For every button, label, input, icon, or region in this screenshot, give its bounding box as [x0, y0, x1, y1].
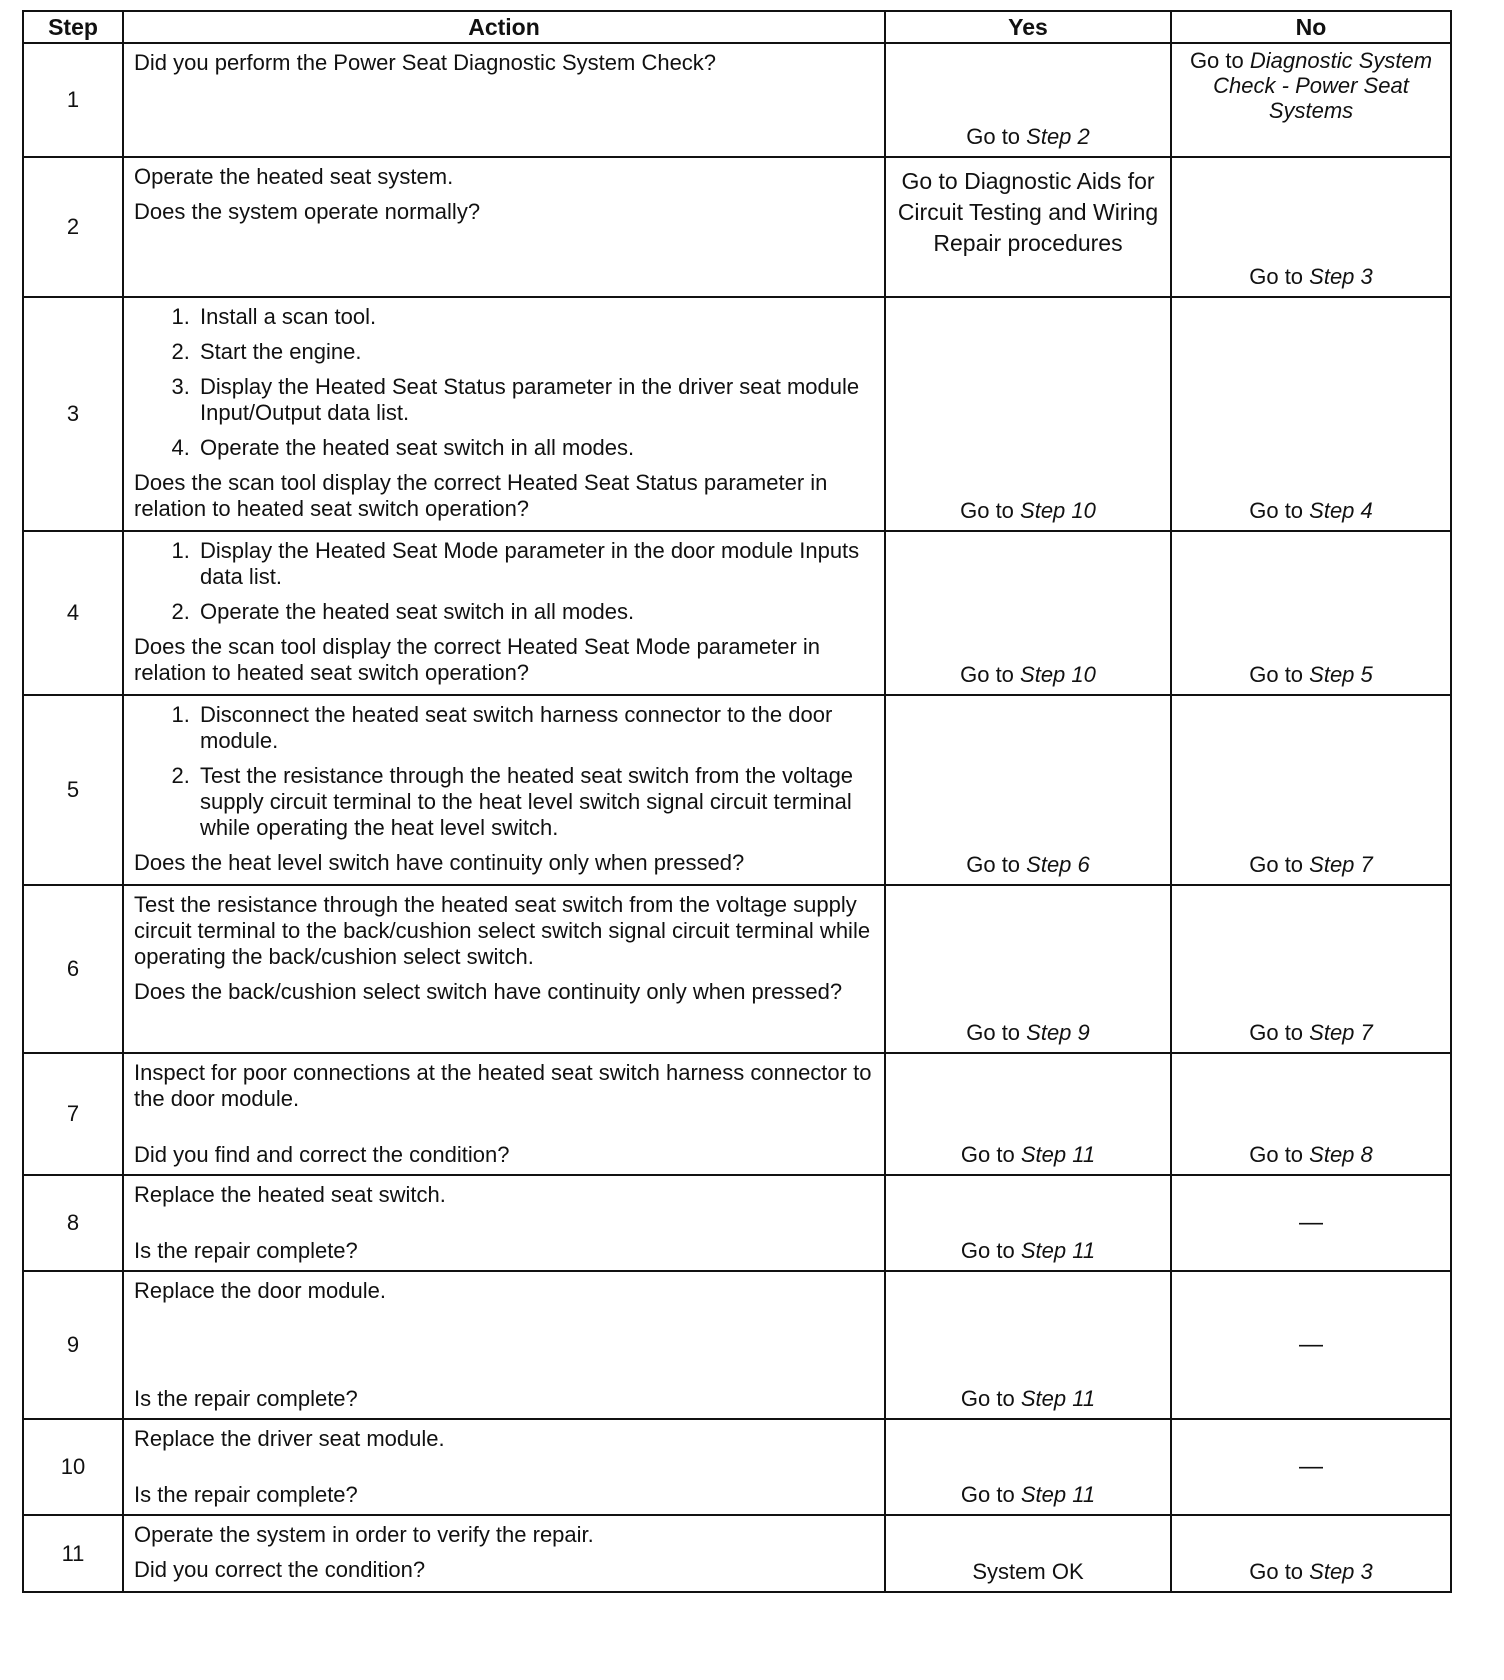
step-number: 9 — [23, 1271, 123, 1419]
table-row — [23, 157, 1451, 297]
action-text: Operate the heated seat system. — [134, 164, 454, 189]
action-list — [134, 702, 872, 841]
action-cell — [123, 297, 885, 531]
list-item: 4. Operate the heated seat switch in all modes. — [196, 435, 872, 461]
yes-step-ref: Step 11 — [1020, 1238, 1096, 1263]
no-cell — [1171, 1419, 1451, 1515]
action-cell — [123, 1175, 885, 1271]
yes-step-ref: Step 11 — [1020, 1386, 1096, 1411]
yes-prefix: Go to — [960, 662, 1021, 687]
list-item: 1. Install a scan tool. — [196, 304, 872, 330]
yes-step-ref: Step 6 — [1026, 852, 1090, 877]
no-dash: — — [1299, 1209, 1323, 1236]
step-number: 11 — [23, 1515, 123, 1592]
yes-cell — [885, 885, 1171, 1053]
action-question: Is the repair complete? — [134, 1238, 358, 1263]
yes-text: Go to Diagnostic Aids for Circuit Testing and Wiring Repair procedures — [897, 168, 1159, 256]
no-step-ref: Step 3 — [1309, 1559, 1373, 1584]
yes-cell — [885, 695, 1171, 885]
action-cell — [123, 695, 885, 885]
header-action: Action — [123, 11, 885, 43]
action-question: Does the scan tool display the correct Heated Seat Mode parameter in relation to heated seat switch operation? — [134, 634, 821, 685]
no-cell — [1171, 157, 1451, 297]
no-cell — [1171, 531, 1451, 695]
no-prefix: Go to — [1249, 264, 1310, 289]
yes-step-ref: Step 11 — [1020, 1482, 1096, 1507]
yes-text: System OK — [972, 1559, 1084, 1584]
no-prefix: Go to — [1189, 48, 1250, 73]
step-number: 10 — [23, 1419, 123, 1515]
no-dash: — — [1299, 1331, 1323, 1358]
action-text: Inspect for poor connections at the heated seat switch harness connector to the door module. — [134, 1060, 872, 1111]
table-row — [23, 43, 1451, 157]
yes-prefix: Go to — [960, 1142, 1021, 1167]
yes-step-ref: Step 2 — [1026, 124, 1090, 149]
action-list — [134, 538, 872, 625]
step-number: 6 — [23, 885, 123, 1053]
yes-cell — [885, 1271, 1171, 1419]
action-question: Did you correct the condition? — [134, 1557, 426, 1582]
step-number: 1 — [23, 43, 123, 157]
list-item: 3. Display the Heated Seat Status parameter in the driver seat module Input/Output data list. — [196, 374, 872, 426]
yes-cell — [885, 1175, 1171, 1271]
header-row — [23, 11, 1451, 43]
action-cell — [123, 1515, 885, 1592]
no-step-ref: Step 8 — [1309, 1142, 1373, 1167]
no-cell — [1171, 1271, 1451, 1419]
action-cell — [123, 1271, 885, 1419]
yes-cell — [885, 43, 1171, 157]
no-cell — [1171, 1175, 1451, 1271]
yes-cell — [885, 1515, 1171, 1592]
no-cell — [1171, 43, 1451, 157]
list-item: 2. Operate the heated seat switch in all modes. — [196, 599, 872, 625]
table-row — [23, 531, 1451, 695]
action-text: Operate the system in order to verify the repair. — [134, 1522, 594, 1547]
no-step-ref: Step 7 — [1309, 1020, 1373, 1045]
yes-prefix: Go to — [960, 1238, 1021, 1263]
yes-step-ref: Step 10 — [1020, 498, 1096, 523]
action-text: Test the resistance through the heated seat switch from the voltage supply circuit terminal to the back/cushion select switch signal circuit terminal while operating the back/cushion select switch. — [134, 892, 871, 969]
step-number: 7 — [23, 1053, 123, 1175]
yes-cell — [885, 1053, 1171, 1175]
yes-cell — [885, 157, 1171, 297]
action-text: Replace the heated seat switch. — [134, 1182, 446, 1207]
action-cell — [123, 1053, 885, 1175]
table-row — [23, 1053, 1451, 1175]
table-row — [23, 885, 1451, 1053]
step-number: 8 — [23, 1175, 123, 1271]
no-step-ref: Step 5 — [1309, 662, 1373, 687]
no-step-ref: Step 7 — [1309, 852, 1373, 877]
yes-prefix: Go to — [960, 498, 1021, 523]
action-text: Replace the driver seat module. — [134, 1426, 445, 1451]
no-step-ref: Step 4 — [1309, 498, 1373, 523]
action-question: Does the system operate normally? — [134, 199, 481, 224]
yes-cell — [885, 297, 1171, 531]
no-prefix: Go to — [1249, 1142, 1310, 1167]
table-row — [23, 1271, 1451, 1419]
header-no: No — [1171, 11, 1451, 43]
step-number: 3 — [23, 297, 123, 531]
yes-prefix: Go to — [960, 1482, 1021, 1507]
no-prefix: Go to — [1249, 1020, 1310, 1045]
list-item: 2. Start the engine. — [196, 339, 872, 365]
action-question: Is the repair complete? — [134, 1482, 358, 1507]
action-cell — [123, 885, 885, 1053]
no-dash: — — [1299, 1453, 1323, 1480]
yes-step-ref: Step 10 — [1020, 662, 1096, 687]
no-ref: Diagnostic System Check - Power Seat Systems — [1213, 48, 1433, 123]
no-cell — [1171, 885, 1451, 1053]
header-step: Step — [23, 11, 123, 43]
header-yes: Yes — [885, 11, 1171, 43]
list-item: 1. Display the Heated Seat Mode parameter in the door module Inputs data list. — [196, 538, 872, 590]
action-question: Does the scan tool display the correct Heated Seat Status parameter in relation to heated seat switch operation? — [134, 470, 828, 521]
no-cell — [1171, 695, 1451, 885]
action-cell — [123, 43, 885, 157]
table-row — [23, 1175, 1451, 1271]
action-cell — [123, 531, 885, 695]
action-question: Is the repair complete? — [134, 1386, 358, 1411]
yes-step-ref: Step 9 — [1026, 1020, 1090, 1045]
list-item: 2. Test the resistance through the heated seat switch from the voltage supply circuit terminal to the heat level switch signal circuit terminal while operating the heat level switch. — [196, 763, 872, 841]
action-list — [134, 304, 872, 461]
list-item: 1. Disconnect the heated seat switch harness connector to the door module. — [196, 702, 872, 754]
no-prefix: Go to — [1249, 852, 1310, 877]
no-prefix: Go to — [1249, 498, 1310, 523]
yes-step-ref: Step 11 — [1020, 1142, 1096, 1167]
yes-prefix: Go to — [966, 852, 1027, 877]
action-question: Does the back/cushion select switch have continuity only when pressed? — [134, 979, 843, 1004]
action-text: Did you perform the Power Seat Diagnostic System Check? — [134, 50, 717, 75]
step-number: 5 — [23, 695, 123, 885]
action-question: Did you find and correct the condition? — [134, 1142, 510, 1167]
yes-cell — [885, 1419, 1171, 1515]
yes-prefix: Go to — [966, 124, 1027, 149]
no-prefix: Go to — [1249, 662, 1310, 687]
step-number: 4 — [23, 531, 123, 695]
action-question: Does the heat level switch have continuity only when pressed? — [134, 850, 745, 875]
step-number: 2 — [23, 157, 123, 297]
table-row — [23, 695, 1451, 885]
no-cell — [1171, 1053, 1451, 1175]
yes-prefix: Go to — [960, 1386, 1021, 1411]
yes-cell — [885, 531, 1171, 695]
no-step-ref: Step 3 — [1309, 264, 1373, 289]
yes-prefix: Go to — [966, 1020, 1027, 1045]
action-text: Replace the door module. — [134, 1278, 386, 1303]
no-cell — [1171, 297, 1451, 531]
no-cell — [1171, 1515, 1451, 1592]
action-cell — [123, 1419, 885, 1515]
table-row — [23, 1419, 1451, 1515]
no-prefix: Go to — [1249, 1559, 1310, 1584]
table-row — [23, 1515, 1451, 1592]
table-row — [23, 297, 1451, 531]
action-cell — [123, 157, 885, 297]
diagnostic-table — [22, 10, 1452, 1593]
